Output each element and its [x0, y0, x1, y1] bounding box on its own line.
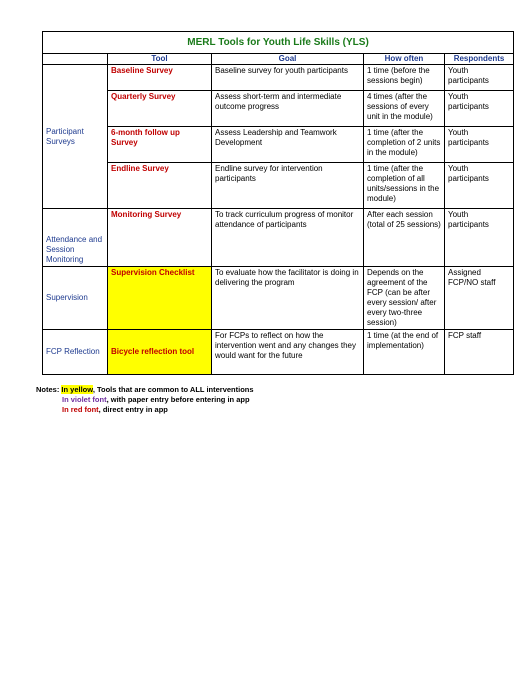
header-tool: Tool [108, 54, 212, 65]
table-row [43, 65, 514, 91]
tool-cell: Monitoring Survey [108, 209, 212, 267]
notes-label: Notes: [36, 385, 62, 394]
tool-cell: Quarterly Survey [108, 91, 212, 127]
tool-cell: Baseline Survey [108, 65, 212, 91]
tool-cell: Bicycle reflection tool [108, 330, 212, 375]
tool-cell: 6-month follow up Survey [108, 127, 212, 163]
goal-cell: Baseline survey for youth participants [212, 65, 364, 91]
respondents-cell: Youth participants [445, 127, 514, 163]
header-category [43, 54, 108, 65]
header-how-often: How often [364, 54, 445, 65]
table-row [43, 163, 514, 209]
frequency-cell: 1 time (after the completion of all units/sessions in the module) [364, 163, 445, 209]
table-row [43, 127, 514, 163]
frequency-cell: Depends on the agreement of the FCP (can be after every session/ after every two-three session) [364, 267, 445, 330]
note-red-highlight: In red font [62, 405, 99, 414]
frequency-cell: After each session (total of 25 sessions) [364, 209, 445, 267]
note-yellow [36, 385, 254, 395]
frequency-cell: 1 time (at the end of implementation) [364, 330, 445, 375]
goal-cell: Assess Leadership and Teamwork Development [212, 127, 364, 163]
goal-cell: For FCPs to reflect on how the intervention went and any changes they would want for the future [212, 330, 364, 375]
goal-cell: Endline survey for intervention participants [212, 163, 364, 209]
note-violet-text: , with paper entry before entering in app [106, 395, 250, 404]
table-row [43, 330, 514, 375]
frequency-cell: 4 times (after the sessions of every unit in the module) [364, 91, 445, 127]
category-supervision: Supervision [43, 267, 108, 330]
table-row [43, 209, 514, 267]
respondents-cell: Assigned FCP/NO staff [445, 267, 514, 330]
notes-section [36, 385, 254, 415]
header-row [43, 54, 514, 65]
note-violet-highlight: In violet font [62, 395, 107, 404]
table-row [43, 267, 514, 330]
frequency-cell: 1 time (after the completion of 2 units in the module) [364, 127, 445, 163]
tool-cell: Supervision Checklist [108, 267, 212, 330]
category-attendance: Attendance and Session Monitoring [43, 209, 108, 267]
note-yellow-highlight: In yellow [61, 385, 93, 394]
respondents-cell: FCP staff [445, 330, 514, 375]
goal-cell: To evaluate how the facilitator is doing in delivering the program [212, 267, 364, 330]
respondents-cell: Youth participants [445, 91, 514, 127]
respondents-cell: Youth participants [445, 209, 514, 267]
header-goal: Goal [212, 54, 364, 65]
note-red [36, 405, 254, 415]
table-row [43, 91, 514, 127]
header-respondents: Respondents [445, 54, 514, 65]
note-yellow-text: , Tools that are common to ALL interventions [92, 385, 254, 394]
category-fcp-reflection: FCP Reflection [43, 330, 108, 375]
respondents-cell: Youth participants [445, 163, 514, 209]
tool-cell: Endline Survey [108, 163, 212, 209]
note-violet [36, 395, 254, 405]
frequency-cell: 1 time (before the sessions begin) [364, 65, 445, 91]
merl-tools-table [42, 31, 514, 375]
table-title: MERL Tools for Youth Life Skills (YLS) [43, 32, 514, 54]
category-participant-surveys: Participant Surveys [43, 65, 108, 209]
respondents-cell: Youth participants [445, 65, 514, 91]
goal-cell: To track curriculum progress of monitor attendance of participants [212, 209, 364, 267]
note-red-text: , direct entry in app [98, 405, 168, 414]
goal-cell: Assess short-term and intermediate outcome progress [212, 91, 364, 127]
